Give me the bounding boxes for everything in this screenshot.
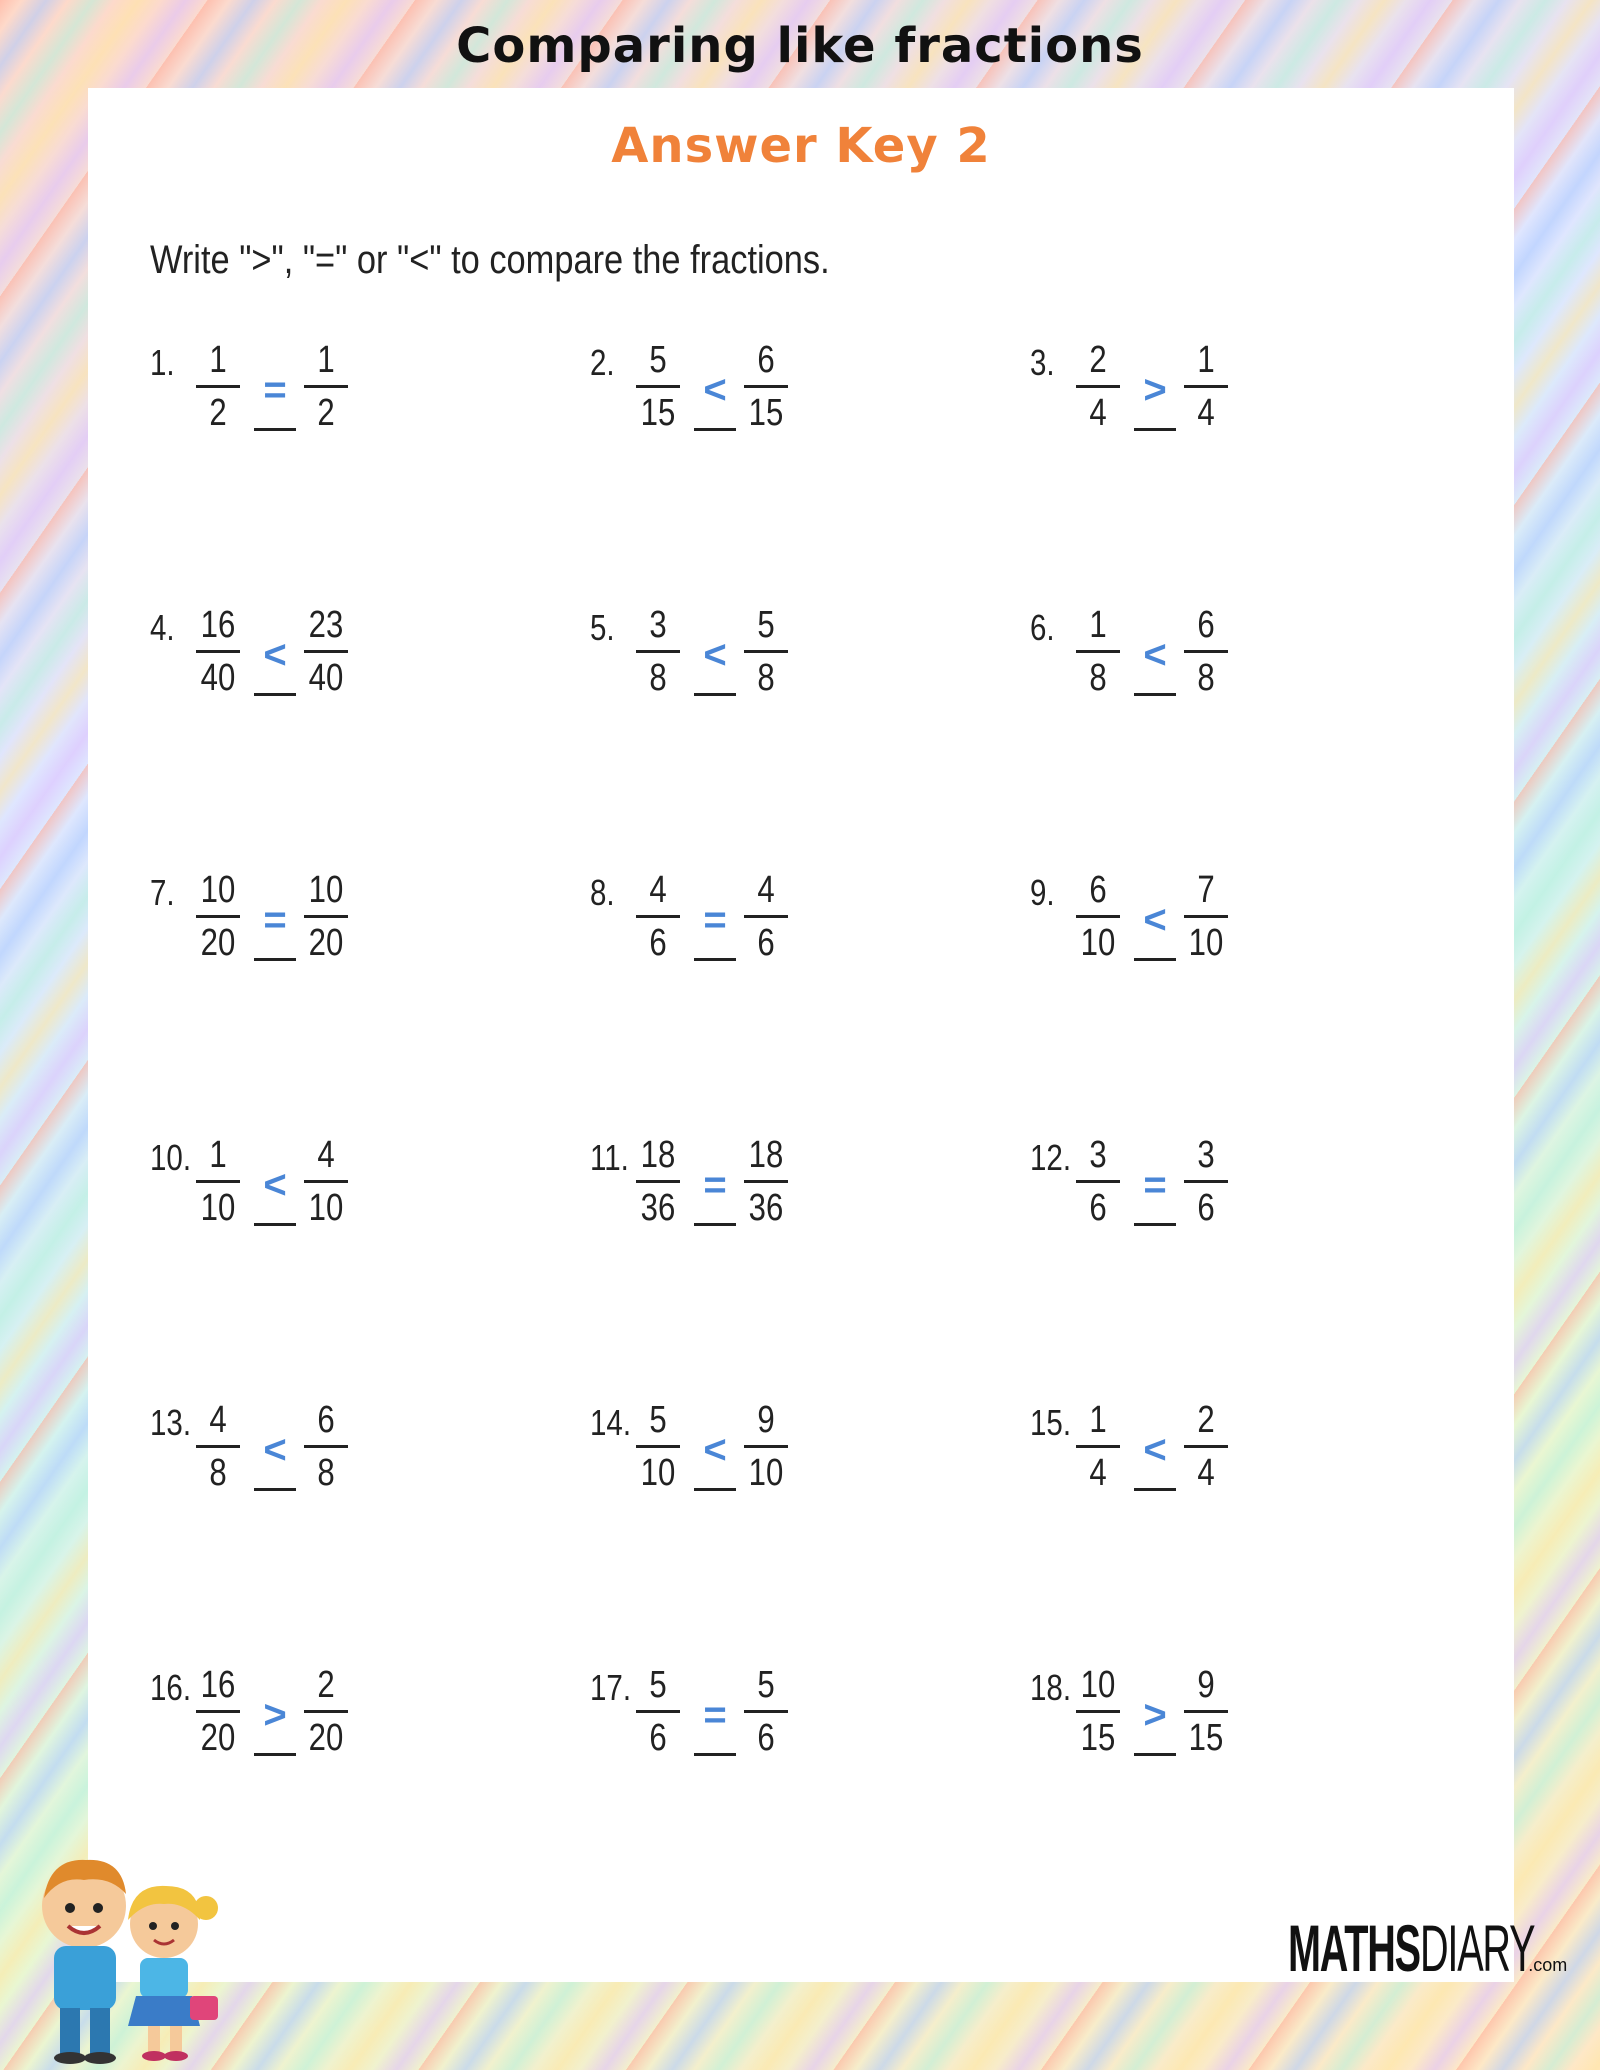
denominator: 6 bbox=[1197, 1187, 1215, 1229]
fraction-left bbox=[194, 338, 242, 435]
fraction-left bbox=[194, 1398, 242, 1495]
numerator: 1 bbox=[317, 339, 335, 381]
fraction-right bbox=[302, 603, 350, 700]
answer-blank bbox=[694, 958, 736, 961]
fraction-bar bbox=[196, 915, 240, 918]
denominator: 8 bbox=[209, 1452, 227, 1494]
answer-blank bbox=[694, 1488, 736, 1491]
problem-number: 6. bbox=[1030, 607, 1055, 648]
worksheet bbox=[88, 88, 1514, 1982]
fraction-bar bbox=[1184, 385, 1228, 388]
fraction-left bbox=[1074, 1398, 1122, 1495]
denominator: 20 bbox=[200, 922, 236, 964]
numerator: 4 bbox=[757, 869, 775, 911]
fraction-bar bbox=[744, 1180, 788, 1183]
fraction-bar bbox=[636, 1710, 680, 1713]
numerator: 5 bbox=[649, 339, 667, 381]
fraction-left bbox=[194, 603, 242, 700]
numerator: 4 bbox=[317, 1134, 335, 1176]
numerator: 6 bbox=[317, 1399, 335, 1441]
answer-symbol: < bbox=[703, 1428, 727, 1472]
numerator: 6 bbox=[757, 339, 775, 381]
problem-number: 5. bbox=[590, 607, 615, 648]
problem-18 bbox=[1030, 1663, 1390, 1783]
numerator: 6 bbox=[1089, 869, 1107, 911]
problem-number: 9. bbox=[1030, 872, 1055, 913]
problem-number: 2. bbox=[590, 342, 615, 383]
fraction-bar bbox=[196, 650, 240, 653]
fraction-bar bbox=[1076, 650, 1120, 653]
numerator: 3 bbox=[649, 604, 667, 646]
fraction-right bbox=[742, 1663, 790, 1760]
numerator: 10 bbox=[308, 869, 344, 911]
problem-3 bbox=[1030, 338, 1390, 458]
fraction-left bbox=[634, 1398, 682, 1495]
fraction-right bbox=[302, 1663, 350, 1760]
numerator: 18 bbox=[748, 1134, 784, 1176]
problem-12 bbox=[1030, 1133, 1390, 1253]
numerator: 4 bbox=[649, 869, 667, 911]
answer-blank bbox=[254, 428, 296, 431]
fraction-right bbox=[1182, 868, 1230, 965]
answer-key-heading: Answer Key 2 bbox=[611, 118, 991, 174]
problem-6 bbox=[1030, 603, 1390, 723]
answer-symbol: < bbox=[263, 633, 287, 677]
fraction-right bbox=[742, 868, 790, 965]
answer-symbol: = bbox=[703, 1163, 727, 1207]
fraction-right bbox=[1182, 1663, 1230, 1760]
denominator: 10 bbox=[748, 1452, 784, 1494]
answer-blank bbox=[254, 958, 296, 961]
answer-blank bbox=[1134, 693, 1176, 696]
fraction-bar bbox=[196, 1710, 240, 1713]
numerator: 5 bbox=[757, 604, 775, 646]
denominator: 15 bbox=[1188, 1717, 1224, 1759]
fraction-bar bbox=[304, 1710, 348, 1713]
answer-symbol: > bbox=[1143, 1693, 1167, 1737]
fraction-right bbox=[742, 1398, 790, 1495]
fraction-bar bbox=[636, 915, 680, 918]
answer-symbol: < bbox=[703, 633, 727, 677]
denominator: 6 bbox=[757, 922, 775, 964]
numerator: 7 bbox=[1197, 869, 1215, 911]
numerator: 18 bbox=[640, 1134, 676, 1176]
instruction-text: Write ">", "=" or "<" to compare the fractions. bbox=[150, 238, 830, 282]
numerator: 10 bbox=[200, 869, 236, 911]
fraction-bar bbox=[1184, 1445, 1228, 1448]
problem-number: 12. bbox=[1030, 1137, 1072, 1178]
fraction-left bbox=[1074, 603, 1122, 700]
problem-number: 15. bbox=[1030, 1402, 1072, 1443]
numerator: 1 bbox=[1197, 339, 1215, 381]
numerator: 3 bbox=[1089, 1134, 1107, 1176]
fraction-bar bbox=[744, 1710, 788, 1713]
fraction-left bbox=[634, 338, 682, 435]
fraction-right bbox=[302, 868, 350, 965]
fraction-bar bbox=[1076, 1180, 1120, 1183]
problem-13 bbox=[150, 1398, 510, 1518]
fraction-left bbox=[634, 1133, 682, 1230]
problem-17 bbox=[590, 1663, 950, 1783]
fraction-bar bbox=[744, 1445, 788, 1448]
numerator: 10 bbox=[1080, 1664, 1116, 1706]
problem-14 bbox=[590, 1398, 950, 1518]
fraction-bar bbox=[304, 385, 348, 388]
numerator: 9 bbox=[757, 1399, 775, 1441]
answer-symbol: > bbox=[1143, 368, 1167, 412]
kids-illustration bbox=[14, 1836, 244, 2066]
denominator: 10 bbox=[308, 1187, 344, 1229]
fraction-right bbox=[742, 1133, 790, 1230]
numerator: 9 bbox=[1197, 1664, 1215, 1706]
denominator: 20 bbox=[200, 1717, 236, 1759]
problem-number: 16. bbox=[150, 1667, 192, 1708]
fraction-right bbox=[1182, 603, 1230, 700]
answer-blank bbox=[1134, 428, 1176, 431]
fraction-bar bbox=[1184, 650, 1228, 653]
fraction-left bbox=[1074, 338, 1122, 435]
numerator: 5 bbox=[649, 1399, 667, 1441]
numerator: 4 bbox=[209, 1399, 227, 1441]
denominator: 36 bbox=[640, 1187, 676, 1229]
denominator: 10 bbox=[200, 1187, 236, 1229]
answer-blank bbox=[694, 1753, 736, 1756]
fraction-left bbox=[194, 1663, 242, 1760]
problem-4 bbox=[150, 603, 510, 723]
problem-5 bbox=[590, 603, 950, 723]
problem-number: 8. bbox=[590, 872, 615, 913]
logo-bold-text: MATHS bbox=[1288, 1911, 1420, 1985]
denominator: 15 bbox=[640, 392, 676, 434]
problem-9 bbox=[1030, 868, 1390, 988]
problem-number: 7. bbox=[150, 872, 175, 913]
fraction-left bbox=[194, 1133, 242, 1230]
fraction-left bbox=[634, 868, 682, 965]
fraction-left bbox=[634, 603, 682, 700]
fraction-bar bbox=[304, 1445, 348, 1448]
denominator: 4 bbox=[1089, 1452, 1107, 1494]
denominator: 15 bbox=[1080, 1717, 1116, 1759]
mathsdiary-logo bbox=[1288, 1910, 1567, 1986]
numerator: 23 bbox=[308, 604, 344, 646]
fraction-right bbox=[742, 338, 790, 435]
numerator: 2 bbox=[1089, 339, 1107, 381]
answer-blank bbox=[1134, 1223, 1176, 1226]
denominator: 2 bbox=[317, 392, 335, 434]
fraction-bar bbox=[636, 1180, 680, 1183]
answer-symbol: < bbox=[703, 368, 727, 412]
denominator: 2 bbox=[209, 392, 227, 434]
logo-light-text: DIARY bbox=[1419, 1911, 1535, 1985]
problem-number: 17. bbox=[590, 1667, 632, 1708]
fraction-left bbox=[1074, 1133, 1122, 1230]
fraction-bar bbox=[304, 915, 348, 918]
denominator: 6 bbox=[649, 922, 667, 964]
numerator: 1 bbox=[209, 1134, 227, 1176]
denominator: 36 bbox=[748, 1187, 784, 1229]
problem-number: 10. bbox=[150, 1137, 192, 1178]
problem-15 bbox=[1030, 1398, 1390, 1518]
problem-number: 4. bbox=[150, 607, 175, 648]
problem-7 bbox=[150, 868, 510, 988]
fraction-right bbox=[302, 1398, 350, 1495]
fraction-left bbox=[1074, 868, 1122, 965]
answer-symbol: = bbox=[1143, 1163, 1167, 1207]
denominator: 10 bbox=[1080, 922, 1116, 964]
answer-symbol: < bbox=[1143, 633, 1167, 677]
denominator: 40 bbox=[308, 657, 344, 699]
denominator: 8 bbox=[317, 1452, 335, 1494]
fraction-bar bbox=[1076, 915, 1120, 918]
fraction-bar bbox=[744, 385, 788, 388]
denominator: 15 bbox=[748, 392, 784, 434]
fraction-bar bbox=[1184, 915, 1228, 918]
fraction-right bbox=[742, 603, 790, 700]
fraction-right bbox=[302, 338, 350, 435]
answer-blank bbox=[254, 693, 296, 696]
numerator: 3 bbox=[1197, 1134, 1215, 1176]
fraction-bar bbox=[1076, 1710, 1120, 1713]
fraction-left bbox=[194, 868, 242, 965]
denominator: 40 bbox=[200, 657, 236, 699]
fraction-bar bbox=[744, 915, 788, 918]
problem-11 bbox=[590, 1133, 950, 1253]
fraction-bar bbox=[304, 650, 348, 653]
page-title: Comparing like fractions bbox=[456, 18, 1144, 74]
problem-1 bbox=[150, 338, 510, 458]
problem-number: 18. bbox=[1030, 1667, 1072, 1708]
problem-number: 13. bbox=[150, 1402, 192, 1443]
answer-symbol: = bbox=[703, 898, 727, 942]
numerator: 2 bbox=[317, 1664, 335, 1706]
numerator: 5 bbox=[757, 1664, 775, 1706]
answer-symbol: = bbox=[703, 1693, 727, 1737]
problem-16 bbox=[150, 1663, 510, 1783]
fraction-bar bbox=[744, 650, 788, 653]
numerator: 5 bbox=[649, 1664, 667, 1706]
denominator: 4 bbox=[1197, 1452, 1215, 1494]
numerator: 16 bbox=[200, 1664, 236, 1706]
denominator: 6 bbox=[649, 1717, 667, 1759]
answer-blank bbox=[254, 1753, 296, 1756]
answer-blank bbox=[1134, 1753, 1176, 1756]
problem-number: 3. bbox=[1030, 342, 1055, 383]
denominator: 8 bbox=[1089, 657, 1107, 699]
answer-blank bbox=[694, 1223, 736, 1226]
problem-number: 11. bbox=[590, 1137, 629, 1178]
denominator: 10 bbox=[1188, 922, 1224, 964]
problem-8 bbox=[590, 868, 950, 988]
fraction-right bbox=[1182, 1133, 1230, 1230]
numerator: 2 bbox=[1197, 1399, 1215, 1441]
fraction-bar bbox=[1184, 1710, 1228, 1713]
denominator: 10 bbox=[640, 1452, 676, 1494]
fraction-right bbox=[302, 1133, 350, 1230]
problem-number: 1. bbox=[150, 342, 175, 383]
problem-number: 14. bbox=[590, 1402, 632, 1443]
numerator: 1 bbox=[1089, 604, 1107, 646]
answer-blank bbox=[1134, 958, 1176, 961]
fraction-bar bbox=[1076, 1445, 1120, 1448]
answer-symbol: = bbox=[263, 898, 287, 942]
fraction-left bbox=[634, 1663, 682, 1760]
answer-blank bbox=[694, 428, 736, 431]
numerator: 6 bbox=[1197, 604, 1215, 646]
fraction-bar bbox=[1184, 1180, 1228, 1183]
answer-symbol: < bbox=[263, 1428, 287, 1472]
problem-2 bbox=[590, 338, 950, 458]
fraction-bar bbox=[304, 1180, 348, 1183]
fraction-bar bbox=[196, 1445, 240, 1448]
answer-blank bbox=[1134, 1488, 1176, 1491]
answer-symbol: < bbox=[1143, 1428, 1167, 1472]
denominator: 4 bbox=[1089, 392, 1107, 434]
denominator: 4 bbox=[1197, 392, 1215, 434]
fraction-bar bbox=[1076, 385, 1120, 388]
fraction-bar bbox=[636, 1445, 680, 1448]
denominator: 8 bbox=[649, 657, 667, 699]
fraction-bar bbox=[636, 650, 680, 653]
denominator: 20 bbox=[308, 1717, 344, 1759]
answer-blank bbox=[254, 1223, 296, 1226]
fraction-left bbox=[1074, 1663, 1122, 1760]
fraction-bar bbox=[636, 385, 680, 388]
fraction-right bbox=[1182, 338, 1230, 435]
denominator: 8 bbox=[1197, 657, 1215, 699]
problem-10 bbox=[150, 1133, 510, 1253]
numerator: 1 bbox=[1089, 1399, 1107, 1441]
denominator: 6 bbox=[1089, 1187, 1107, 1229]
denominator: 20 bbox=[308, 922, 344, 964]
logo-suffix-text: .com bbox=[1528, 1955, 1568, 1975]
answer-symbol: = bbox=[263, 368, 287, 412]
numerator: 16 bbox=[200, 604, 236, 646]
fraction-bar bbox=[196, 385, 240, 388]
fraction-bar bbox=[196, 1180, 240, 1183]
denominator: 8 bbox=[757, 657, 775, 699]
answer-symbol: > bbox=[263, 1693, 287, 1737]
answer-symbol: < bbox=[263, 1163, 287, 1207]
numerator: 1 bbox=[209, 339, 227, 381]
answer-blank bbox=[254, 1488, 296, 1491]
fraction-right bbox=[1182, 1398, 1230, 1495]
answer-symbol: < bbox=[1143, 898, 1167, 942]
answer-blank bbox=[694, 693, 736, 696]
denominator: 6 bbox=[757, 1717, 775, 1759]
